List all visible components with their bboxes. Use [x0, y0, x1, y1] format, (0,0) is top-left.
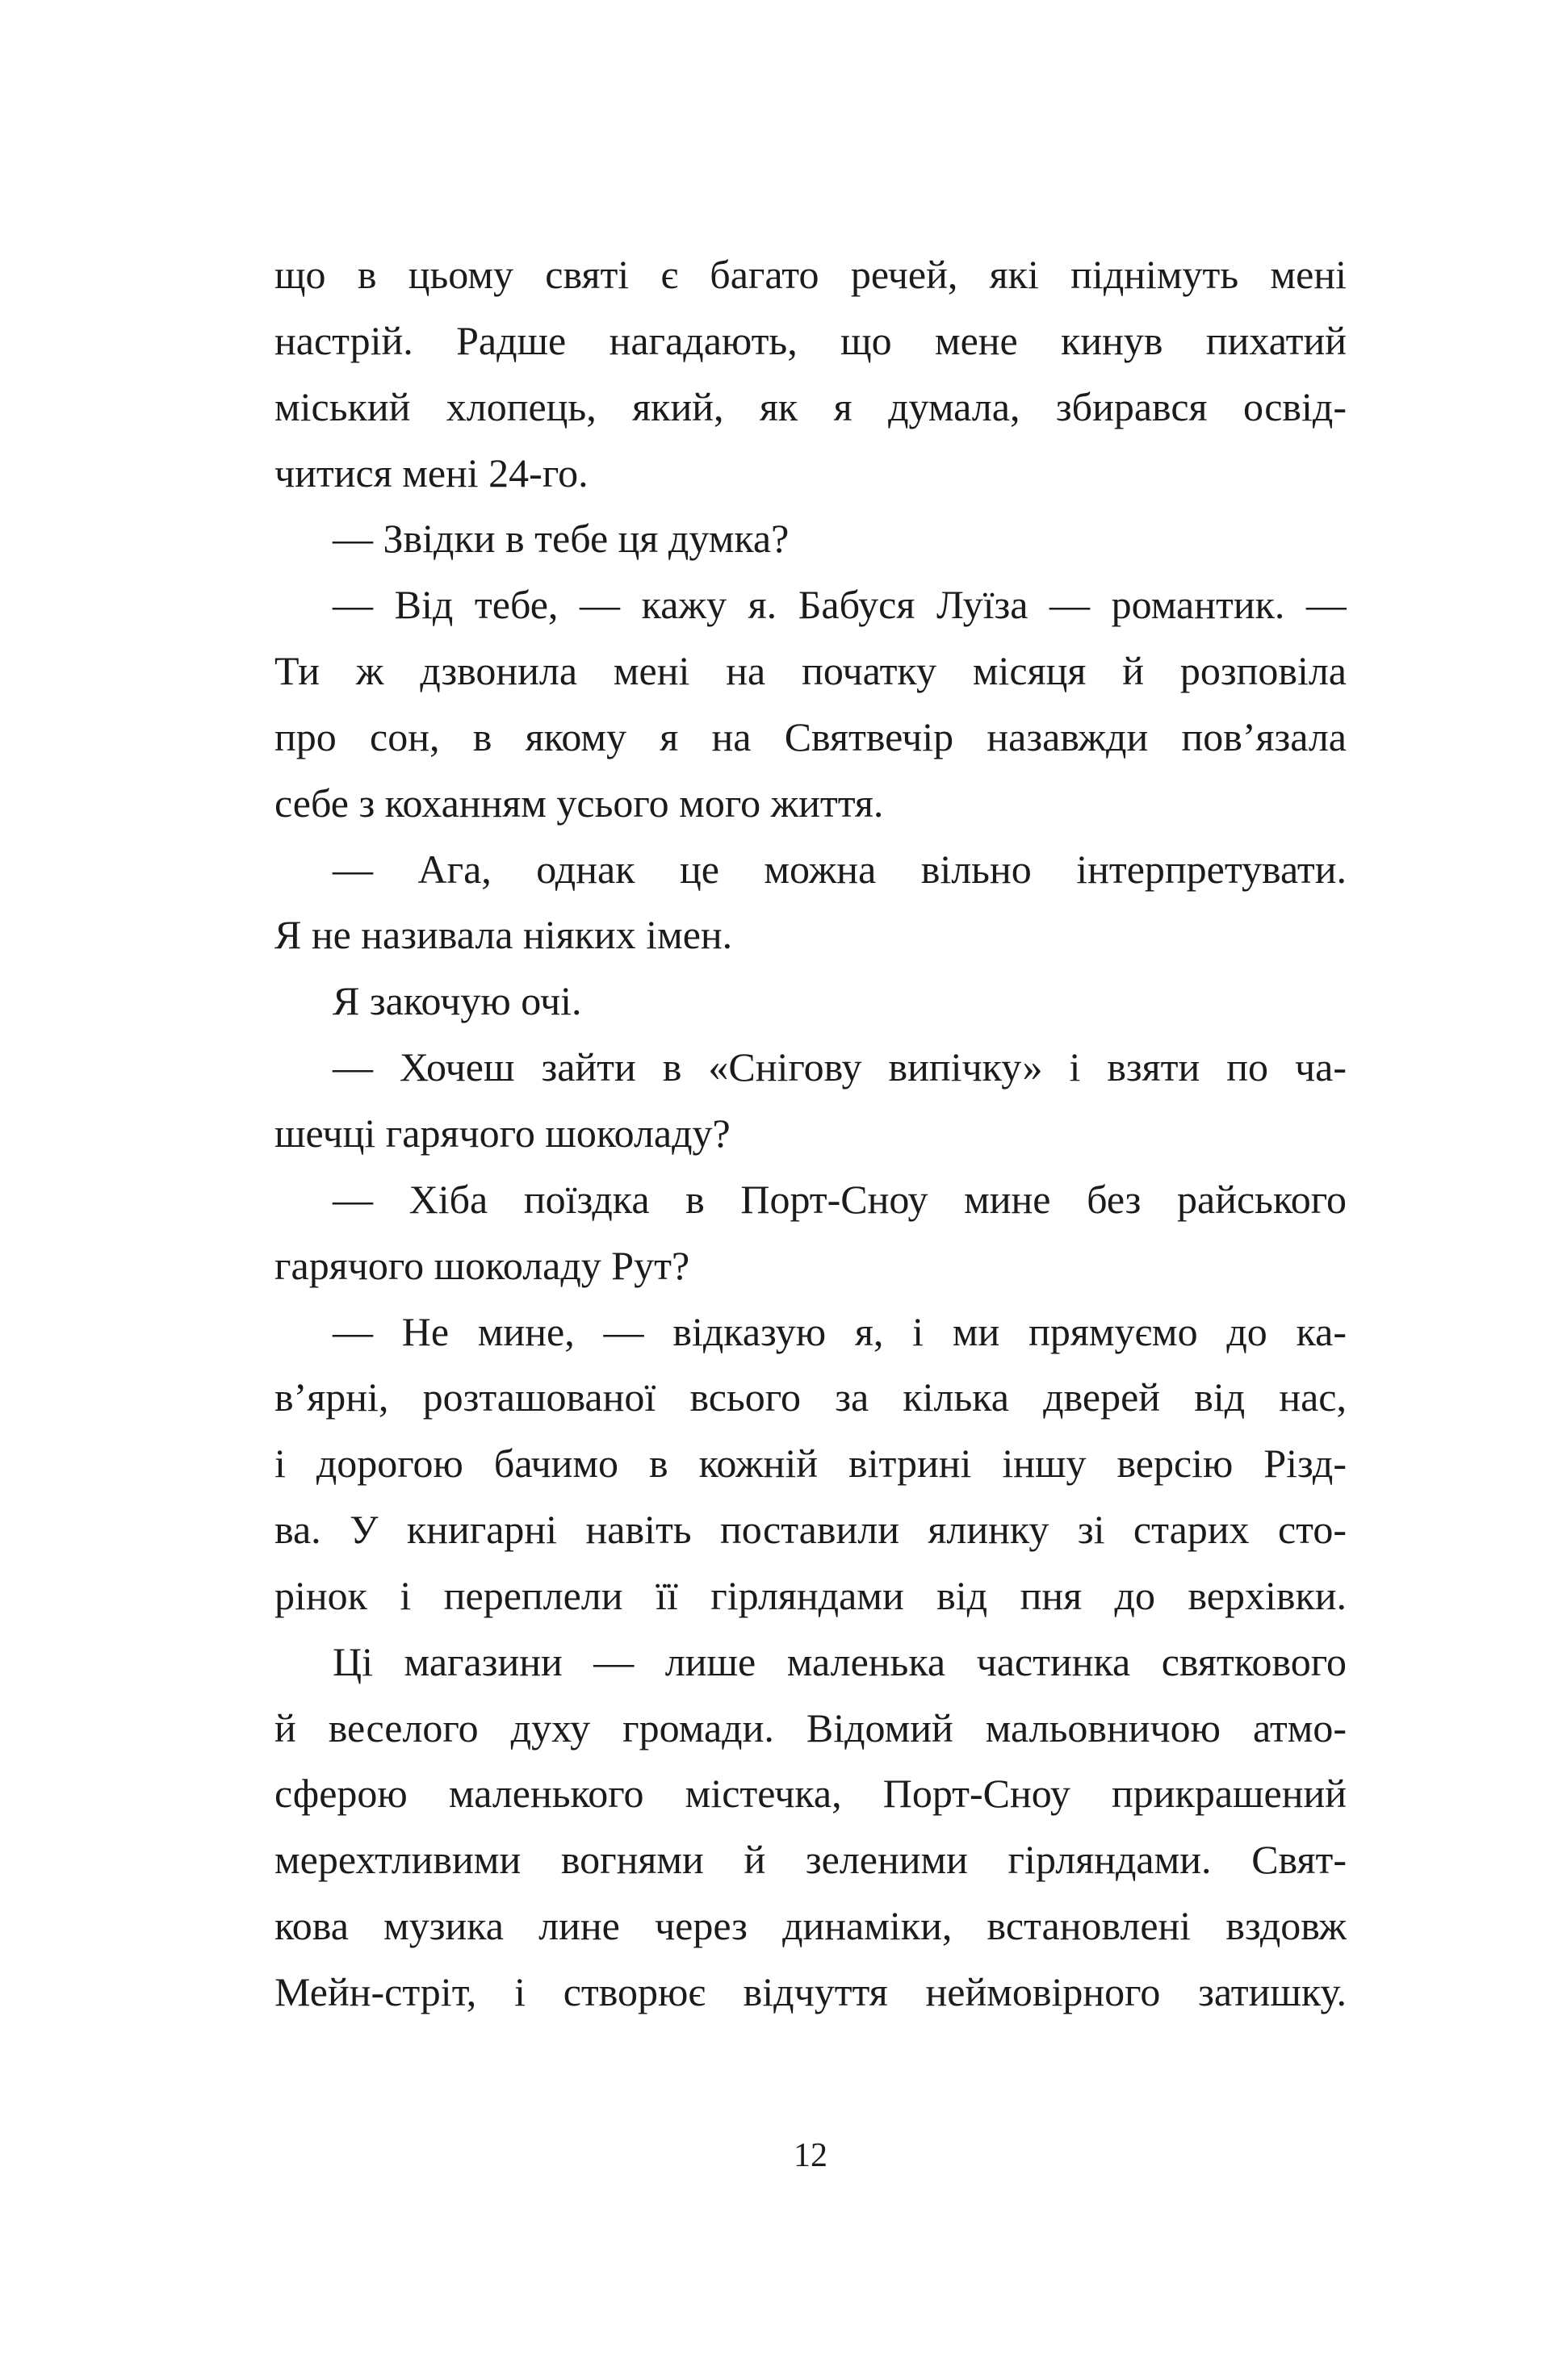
text-line: Я закочую очі.	[333, 978, 582, 1024]
page-number: 12	[794, 2137, 827, 2174]
text-line: — Хіба поїздка в Порт-Сноу мине без райського	[333, 1176, 1347, 1222]
text-line: що в цьому святі є багато речей, які піднімуть мені	[274, 252, 1347, 297]
text-line: рінок і переплели її гірляндами від пня до верхівки.	[274, 1572, 1347, 1618]
text-line: себе з коханням усього мого життя.	[274, 780, 884, 826]
text-line: шечці гарячого шоколаду?	[274, 1110, 731, 1156]
text-line: міський хлопець, який, як я думала, збирався освід-	[274, 383, 1347, 429]
text-line: ва. У книгарні навіть поставили ялинку зі старих сто-	[274, 1507, 1347, 1553]
text-line: сферою маленького містечка, Порт-Сноу прикрашений	[274, 1771, 1347, 1817]
text-line: настрій. Радше нагадають, що мене кинув пихатий	[274, 317, 1347, 363]
text-line: — Ага, однак це можна вільно інтерпретувати.	[333, 846, 1347, 892]
body-text	[274, 242, 1347, 2026]
text-line: — Від тебе, — кажу я. Бабуся Луїза — романтик. —	[333, 582, 1347, 628]
text-line: Я не називала ніяких імен.	[274, 912, 733, 958]
text-line: читися мені 24-го.	[274, 450, 589, 496]
text-line: мерехтливими вогнями й зеленими гірляндами. Свят-	[274, 1837, 1347, 1883]
text-line: Ти ж дзвонила мені на початку місяця й розповіла	[274, 648, 1347, 694]
text-line: — Не мине, — відказую я, і ми прямуємо до ка-	[333, 1308, 1347, 1354]
text-line: — Звідки в тебе ця думка?	[333, 516, 790, 562]
text-line: й веселого духу громади. Відомий мальовничою атмо-	[274, 1704, 1347, 1750]
text-line: в’ярні, розташованої всього за кілька дверей від нас,	[274, 1374, 1347, 1420]
text-line: і дорогою бачимо в кожній вітрині іншу версію Різд-	[274, 1441, 1347, 1487]
text-line: про сон, в якому я на Святвечір назавжди пов’язала	[274, 713, 1347, 759]
text-line: Ці магазини — лише маленька частинка святкового	[333, 1638, 1347, 1684]
text-line: гарячого шоколаду Рут?	[274, 1242, 690, 1288]
text-line: кова музика лине через динаміки, встановлені вздовж	[274, 1903, 1347, 1949]
text-line: — Хочеш зайти в «Снігову випічку» і взяти по ча-	[333, 1044, 1347, 1090]
text-line: Мейн-стріт, і створює відчуття неймовірного затишку.	[274, 1968, 1347, 2014]
